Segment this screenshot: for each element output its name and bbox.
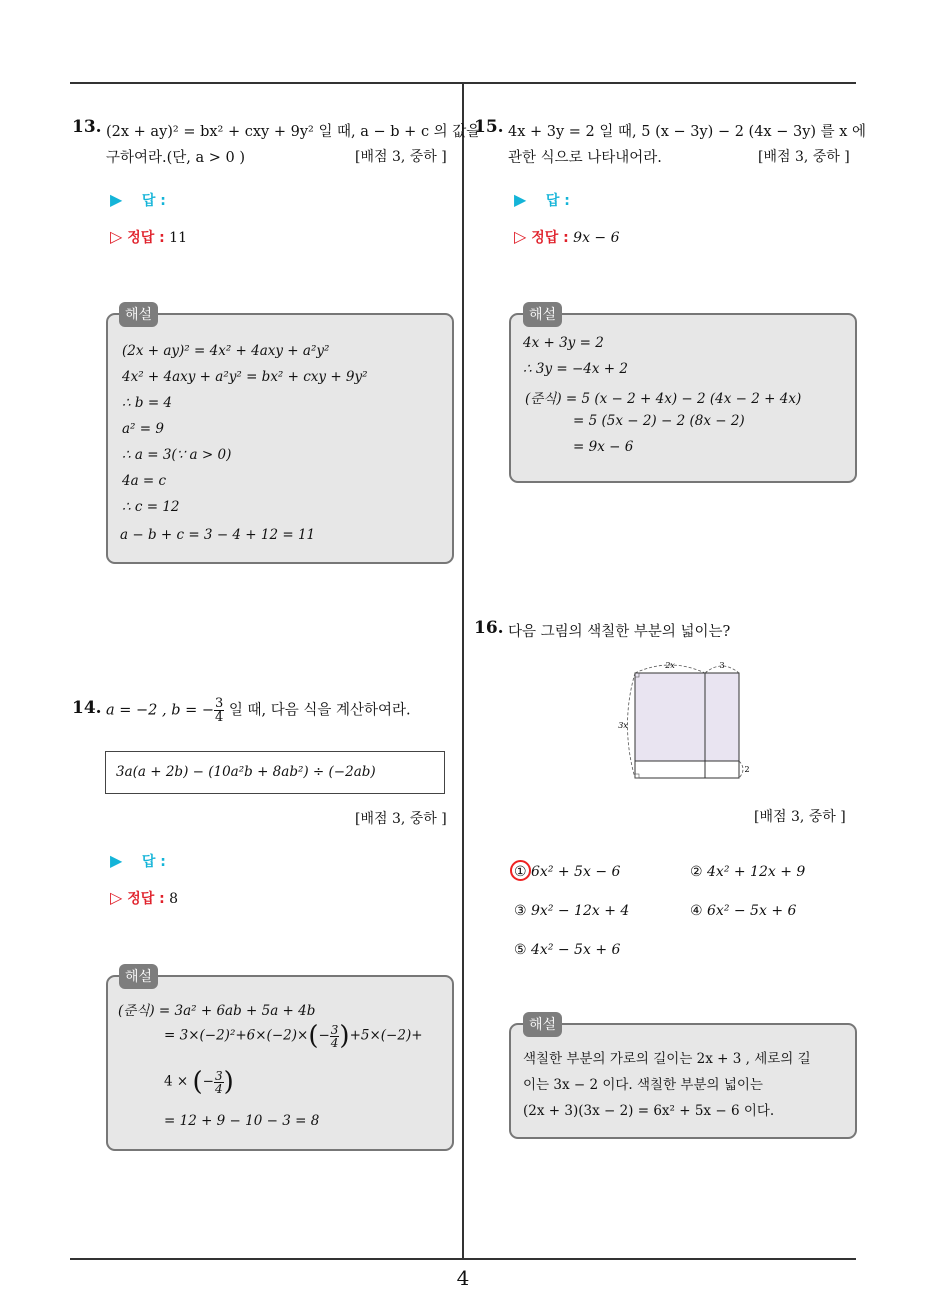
q14-solution-tag: 해설 xyxy=(119,964,158,989)
q16-solution-tag: 해설 xyxy=(523,1012,562,1037)
q14-sol-line1: (준식) = 3a² + 6ab + 5a + 4b xyxy=(118,1003,316,1019)
q13-correct xyxy=(110,227,187,247)
correct-label: 정답 : xyxy=(127,891,165,907)
label-2: 2 xyxy=(744,765,750,774)
q16-sol-line: (2x + 3)(3x − 2) = 6x² + 5x − 6 이다. xyxy=(523,1103,775,1119)
triangle-outline-icon: ▷ xyxy=(110,227,123,246)
q15-sol-line: 4x + 3y = 2 xyxy=(523,335,604,351)
play-icon: ▶ xyxy=(514,190,527,209)
q15-answer-field[interactable] xyxy=(514,190,570,210)
label-2x: 2x xyxy=(665,661,675,670)
q13-solution-box xyxy=(106,313,454,564)
q15-correct xyxy=(514,227,620,247)
q13-sol-line: ∴ a = 3(∵ a > 0) xyxy=(122,447,232,463)
q14-frac-num: 3 xyxy=(215,696,224,711)
q15-correct-value: 9x − 6 xyxy=(573,230,620,246)
q13-sol-line: 4x² + 4axy + a²y² = bx² + cxy + 9y² xyxy=(122,369,368,385)
q14-frac-den: 4 xyxy=(215,710,224,725)
q16-choice-5[interactable]: ⑤ 4x² − 5x + 6 xyxy=(514,942,621,958)
answer-label: 답 : xyxy=(141,854,166,870)
q15-sol-line: (준식) = 5 (x − 2 + 4x) − 2 (4x − 2 + 4x) xyxy=(525,391,802,407)
q15-text-line1: 4x + 3y = 2 일 때, 5 (x − 3y) − 2 (4x − 3y) 를 x 에 xyxy=(508,124,867,140)
q16-sol-line: 색칠한 부분의 가로의 길이는 2x + 3 , 세로의 길 xyxy=(523,1051,811,1067)
q13-correct-value: 11 xyxy=(169,230,187,246)
q15-solution-tag: 해설 xyxy=(523,302,562,327)
q14-sol-line3: 4 × (− $\frac{3}{4}$ ) xyxy=(164,1067,234,1097)
correct-label: 정답 : xyxy=(127,230,165,246)
q14-sol-line4: = 12 + 9 − 10 − 3 = 8 xyxy=(164,1113,320,1129)
q13-score: [배점 3, 중하 ] xyxy=(355,149,447,165)
q13-sol-line: 4a = c xyxy=(122,473,167,489)
shaded-region xyxy=(635,673,739,761)
triangle-outline-icon: ▷ xyxy=(514,227,527,246)
q14-sol-line2: = 3×(−2)²+6×(−2)×(− $\frac{3}{4}$ )+5×(−2)+ xyxy=(164,1021,423,1051)
q15-score: [배점 3, 중하 ] xyxy=(758,149,850,165)
q14-expression-box: 3a(a + 2b) − (10a²b + 8ab²) ÷ (−2ab) xyxy=(105,751,445,794)
q14-text-b: 일 때, 다음 식을 계산하여라. xyxy=(224,702,411,719)
triangle-outline-icon: ▷ xyxy=(110,888,123,907)
q13-number: 13. xyxy=(72,117,102,137)
q13-text-line2: 구하여라.(단, a > 0 ) xyxy=(106,150,246,166)
q16-choice-1[interactable]: ① 6x² + 5x − 6 xyxy=(514,864,621,880)
q13-sol-line: a² = 9 xyxy=(122,421,164,437)
play-icon: ▶ xyxy=(110,851,123,870)
q14-correct-value: 8 xyxy=(169,891,179,907)
q14-answer-field[interactable] xyxy=(110,851,166,871)
correct-label: 정답 : xyxy=(531,230,569,246)
q13-sol-line: a − b + c = 3 − 4 + 12 = 11 xyxy=(120,527,316,543)
q15-sol-line: = 5 (5x − 2) − 2 (8x − 2) xyxy=(573,413,745,429)
q14-text xyxy=(106,697,411,724)
q16-choice-2[interactable]: ② 4x² + 12x + 9 xyxy=(690,864,806,880)
q13-solution-tag: 해설 xyxy=(119,302,158,327)
q13-text-line1: (2x + ay)² = bx² + cxy + 9y² 일 때, a − b + c 의 값을 xyxy=(106,124,481,140)
q16-score: [배점 3, 중하 ] xyxy=(754,809,846,825)
q13-sol-line: ∴ c = 12 xyxy=(122,499,180,515)
q14-correct xyxy=(110,888,178,908)
q16-solution-box xyxy=(509,1023,857,1139)
q14-text-a: a = −2 , b = − xyxy=(106,702,215,719)
q13-sol-line: ∴ b = 4 xyxy=(122,395,173,411)
q13-answer-field[interactable] xyxy=(110,190,166,210)
q14-number: 14. xyxy=(72,698,102,718)
q16-question: 다음 그림의 색칠한 부분의 넓이는? xyxy=(508,624,731,640)
label-3: 3 xyxy=(719,661,725,670)
q15-text-line2: 관한 식으로 나타내어라. xyxy=(508,150,662,166)
q14-solution-box xyxy=(106,975,454,1151)
q16-choice-3[interactable]: ③ 9x² − 12x + 4 xyxy=(514,903,630,919)
q16-choice-4[interactable]: ④ 6x² − 5x + 6 xyxy=(690,903,797,919)
q15-number: 15. xyxy=(474,117,504,137)
q15-solution-box xyxy=(509,313,857,483)
q16-number: 16. xyxy=(474,618,504,638)
q13-sol-line: (2x + ay)² = 4x² + 4axy + a²y² xyxy=(122,343,330,359)
answer-label: 답 : xyxy=(141,193,166,209)
column-divider xyxy=(462,84,464,1260)
q16-sol-line: 이는 3x − 2 이다. 색칠한 부분의 넓이는 xyxy=(523,1077,763,1093)
q15-sol-line: = 9x − 6 xyxy=(573,439,634,455)
q14-score: [배점 3, 중하 ] xyxy=(355,811,447,827)
q16-figure xyxy=(610,655,760,785)
q15-sol-line: ∴ 3y = −4x + 2 xyxy=(523,361,628,377)
play-icon: ▶ xyxy=(110,190,123,209)
answer-label: 답 : xyxy=(545,193,570,209)
page-number: 4 xyxy=(456,1266,470,1290)
bottom-rule xyxy=(70,1258,856,1260)
label-3x: 3x xyxy=(618,721,628,730)
